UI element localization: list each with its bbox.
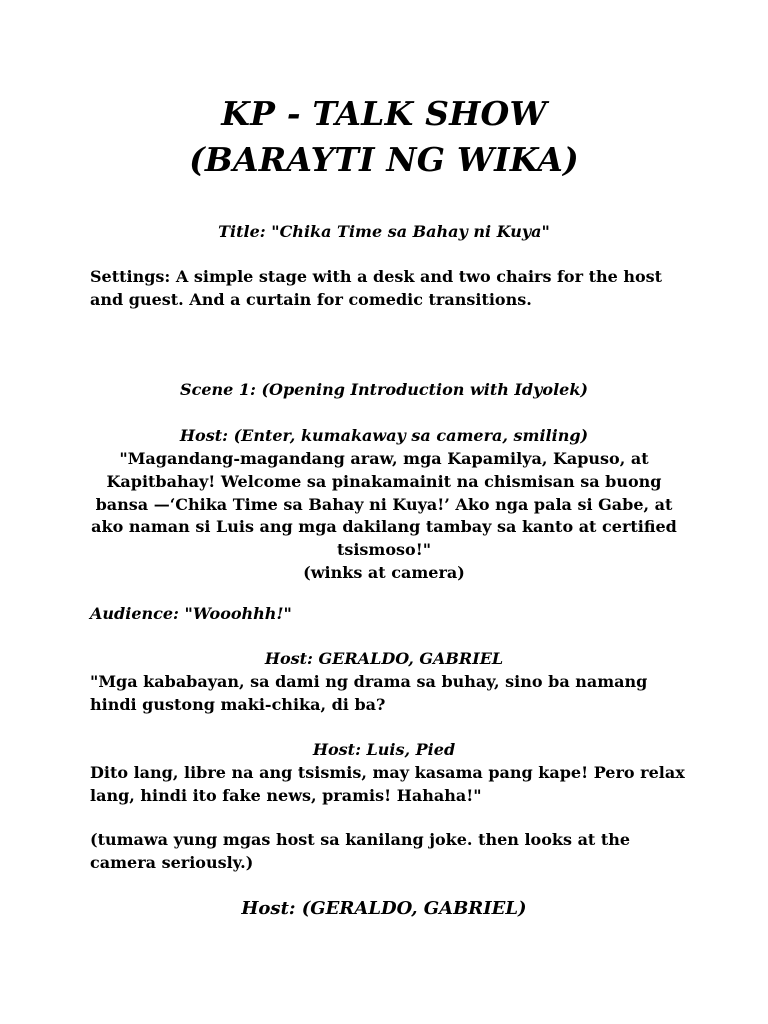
host-2-label: Host: GERALDO, GABRIEL xyxy=(264,649,504,668)
document-title-line-1: KP - TALK SHOW xyxy=(221,94,547,133)
host-2-line: hindi gustong maki-chika, di ba? xyxy=(90,695,386,714)
show-title: Title: "Chika Time sa Bahay ni Kuya" xyxy=(218,222,550,241)
document-title-line-2: (BARAYTI NG WIKA) xyxy=(189,140,579,179)
host-1-line: "Magandang-magandang araw, mga Kapamilya, Kapuso, at xyxy=(119,449,649,468)
stage-direction-line: camera seriously.) xyxy=(90,853,254,872)
host-1-stage-direction: (winks at camera) xyxy=(303,563,465,582)
host-1-line: bansa —‘Chika Time sa Bahay ni Kuya!’ Ako nga pala si Gabe, at xyxy=(95,495,673,514)
settings-line-1: Settings: A simple stage with a desk and two chairs for the host xyxy=(90,267,663,286)
host-1-line: ako naman si Luis ang mga dakilang tambay sa kanto at certified xyxy=(91,517,677,536)
host-1-line: tsismoso!" xyxy=(336,540,432,559)
host-4-label: Host: (GERALDO, GABRIEL) xyxy=(241,898,527,919)
host-1-line: Kapitbahay! Welcome sa pinakamainit na chismisan sa buong xyxy=(106,472,662,491)
audience-line: Audience: "Wooohhh!" xyxy=(90,604,292,623)
host-3-line: Dito lang, libre na ang tsismis, may kasama pang kape! Pero relax xyxy=(90,763,685,782)
host-3-label: Host: Luis, Pied xyxy=(312,740,456,759)
stage-direction-line: (tumawa yung mgas host sa kanilang joke. then looks at the xyxy=(90,830,631,849)
settings-line-2: and guest. And a curtain for comedic transitions. xyxy=(90,290,532,309)
host-3-line: lang, hindi ito fake news, pramis! Hahaha!" xyxy=(90,786,482,805)
host-1-label: Host: (Enter, kumakaway sa camera, smiling) xyxy=(179,426,589,445)
scene-heading: Scene 1: (Opening Introduction with Idyolek) xyxy=(180,380,588,399)
host-2-line: "Mga kababayan, sa dami ng drama sa buhay, sino ba namang xyxy=(90,672,648,691)
